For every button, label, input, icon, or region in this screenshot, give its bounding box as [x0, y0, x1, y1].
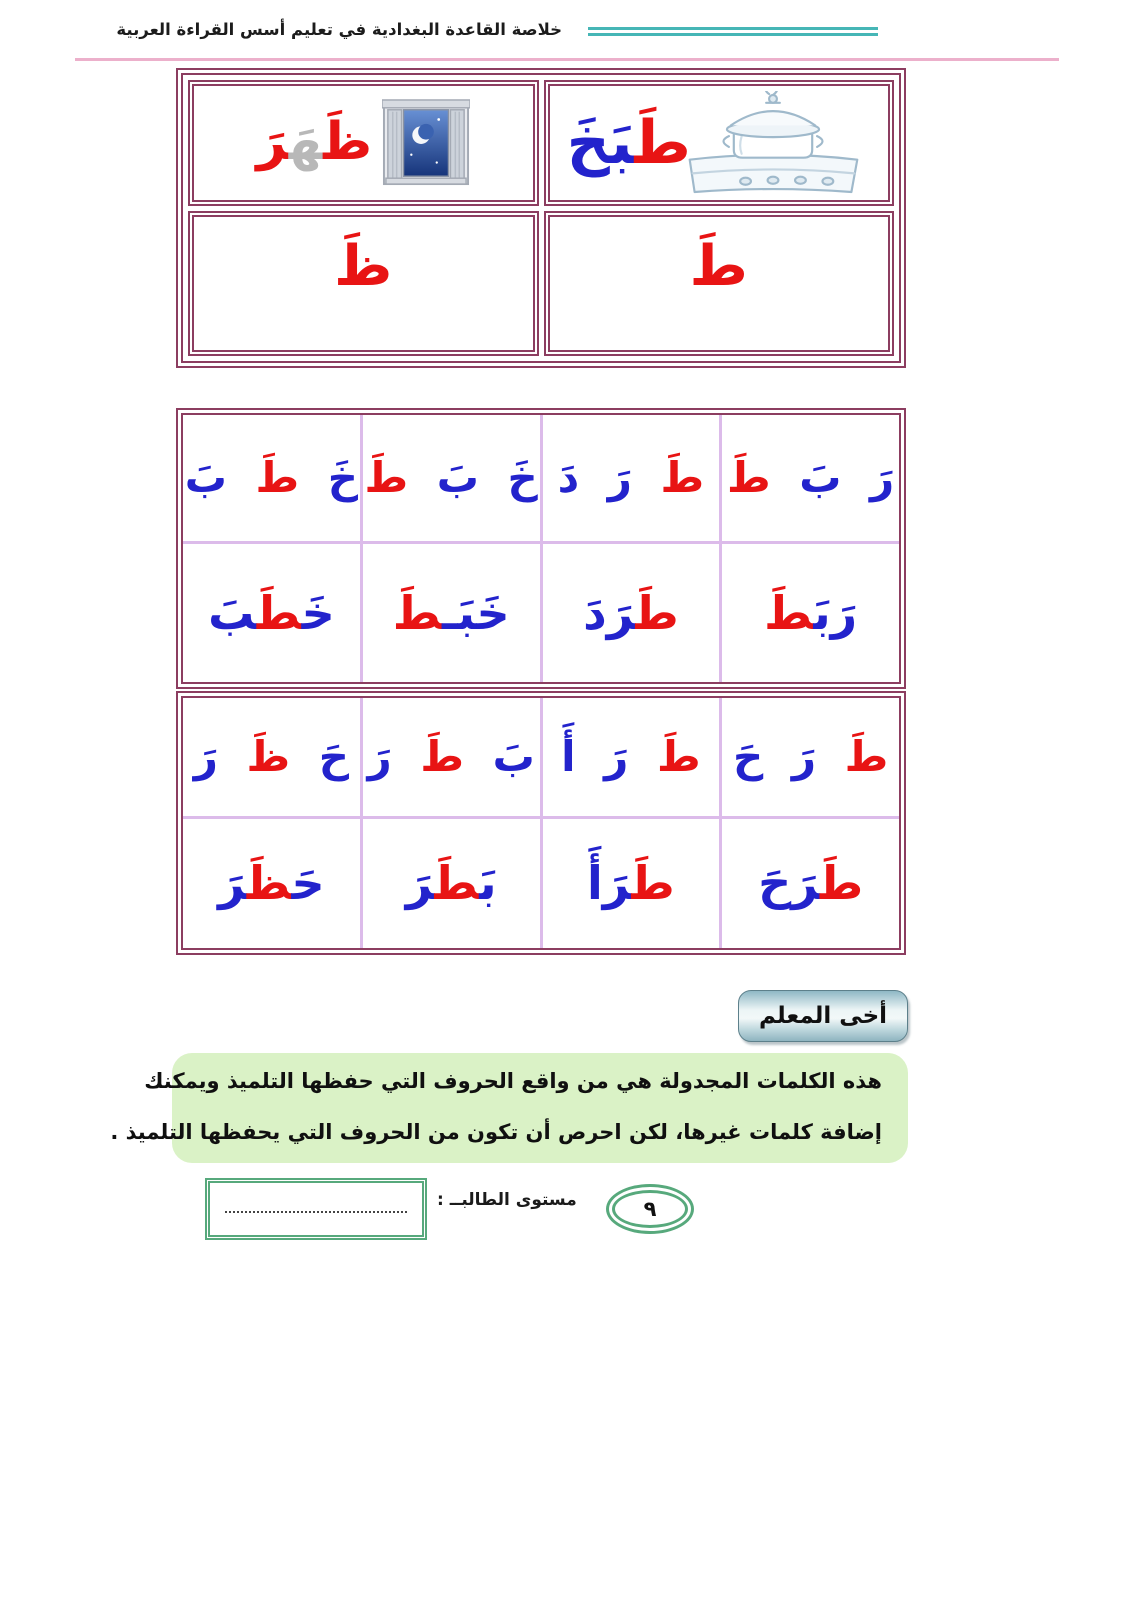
word-cell [361, 543, 541, 682]
note-line-2: إضافة كلمات غيرها، لكن احرص أن تكون من الحروف التي يحفظها التلميذ . [110, 1120, 882, 1144]
word-cell [361, 698, 541, 818]
word-zahara [256, 114, 372, 171]
letter-segment: ظَ‍ [323, 112, 373, 173]
page-title: خلاصة القاعدة البغدادية في تعليم أسس القراءة العربية [116, 20, 562, 39]
word-cell [721, 698, 899, 818]
intro-cell-tabakha [544, 80, 895, 206]
letter-segment: طَ [631, 453, 705, 503]
letter-segment: رَبَ‍ [813, 585, 858, 640]
letter-segment: حَ [290, 732, 350, 781]
letter-segment: ‍بَ [208, 585, 257, 640]
letter-segment: ‍طَ [764, 585, 814, 640]
letter-segment: بَ [184, 453, 227, 503]
header-accent-lines [588, 27, 878, 39]
window-moon-image [382, 98, 470, 188]
dotted-answer-line [225, 1211, 407, 1213]
letter-segment: ‍رَأَ [587, 856, 632, 911]
word-cell [721, 415, 899, 543]
letter-segment: رَ بَ [770, 453, 895, 503]
intro-cell-zahara [188, 80, 539, 206]
letter-dhaa: ظَ [334, 234, 393, 300]
word-cell [183, 818, 361, 948]
letter-segment: ‍طَ [392, 585, 442, 640]
letter-segment: رَ دَ [557, 453, 632, 503]
letter-segment: طَ‍ [635, 585, 679, 640]
letter-segment: ‍رَ [405, 856, 435, 911]
letter-segment: رَ [367, 732, 392, 781]
word-grid-row [183, 818, 899, 948]
intro-table [176, 68, 906, 368]
letter-segment: ‍ظَ‍ [246, 856, 292, 911]
letter-segment: بَ‍ [479, 856, 497, 911]
letter-segment: حَ‍ [291, 856, 325, 911]
letter-segment: ‍رَدَ [583, 585, 636, 640]
word-cell [361, 818, 541, 948]
word-cell [721, 543, 899, 682]
letter-taa: طَ [689, 234, 748, 300]
letter-segment: رَ [193, 732, 218, 781]
word-grid-table [183, 415, 899, 682]
letter-segment: ‍بَخَ [566, 108, 635, 178]
word-cell [183, 543, 361, 682]
letter-segment: ظَ [217, 732, 291, 781]
intro-cell-letter-dhaa [188, 211, 539, 356]
letter-segment: رَ حَ [732, 732, 817, 781]
letter-segment: ‍طَ‍ [256, 585, 302, 640]
page-number: ٩ [612, 1190, 688, 1228]
word-tabakha [567, 110, 691, 176]
word-grid-table [183, 698, 899, 948]
letter-segment: خَ [299, 453, 359, 503]
letter-segment: طَ‍ [634, 108, 691, 178]
intro-cell-letter-taa [544, 211, 895, 356]
teal-line [588, 27, 878, 30]
letter-segment: خَ‍ [301, 585, 335, 640]
header-divider-line [75, 58, 1059, 61]
teacher-label: أخى المعلم [738, 990, 908, 1042]
student-level-fill-box [205, 1178, 427, 1240]
letter-segment: خَ بَ [408, 453, 538, 503]
letter-segment: ‍هَ‍ [288, 112, 324, 173]
letter-segment: طَ [628, 732, 701, 781]
letter-segment: طَ [226, 453, 300, 503]
word-grid-row [183, 698, 899, 818]
note-line-1: هذه الكلمات المجدولة هي من واقع الحروف التي حفظها التلميذ ويمكنك [144, 1069, 882, 1093]
word-cell [361, 415, 541, 543]
letter-segment: ‍طَ‍ [434, 856, 480, 911]
letter-segment: ‍رَ [218, 856, 247, 911]
word-grid-row [183, 415, 899, 543]
teal-line [588, 33, 878, 36]
word-grid-bottom-half [176, 691, 906, 955]
stove-pot-image [675, 91, 871, 195]
word-cell [541, 818, 721, 948]
letter-segment: طَ [726, 453, 771, 503]
word-cell [183, 415, 361, 543]
word-cell [541, 698, 721, 818]
letter-segment: ‍رَ [256, 112, 289, 173]
student-level-label: مستوى الطالبــ : [437, 1190, 577, 1210]
letter-segment: طَ [391, 732, 464, 781]
letter-segment: بَ [463, 732, 535, 781]
letter-segment: طَ‍ [819, 856, 864, 911]
word-cell [541, 415, 721, 543]
letter-segment: طَ [364, 453, 409, 503]
teacher-note-box [110, 1053, 908, 1163]
letter-segment: رَ أَ [561, 732, 629, 781]
letter-segment: ‍رَحَ [758, 856, 820, 911]
page-number-oval [606, 1184, 694, 1234]
word-cell [721, 818, 899, 948]
letter-segment: طَ‍ [631, 856, 675, 911]
word-cell [183, 698, 361, 818]
letter-segment: طَ [816, 732, 889, 781]
word-grid-top-half [176, 408, 906, 689]
word-grid-row [183, 543, 899, 682]
letter-segment: خَبَـ‍ [441, 585, 510, 640]
word-cell [541, 543, 721, 682]
